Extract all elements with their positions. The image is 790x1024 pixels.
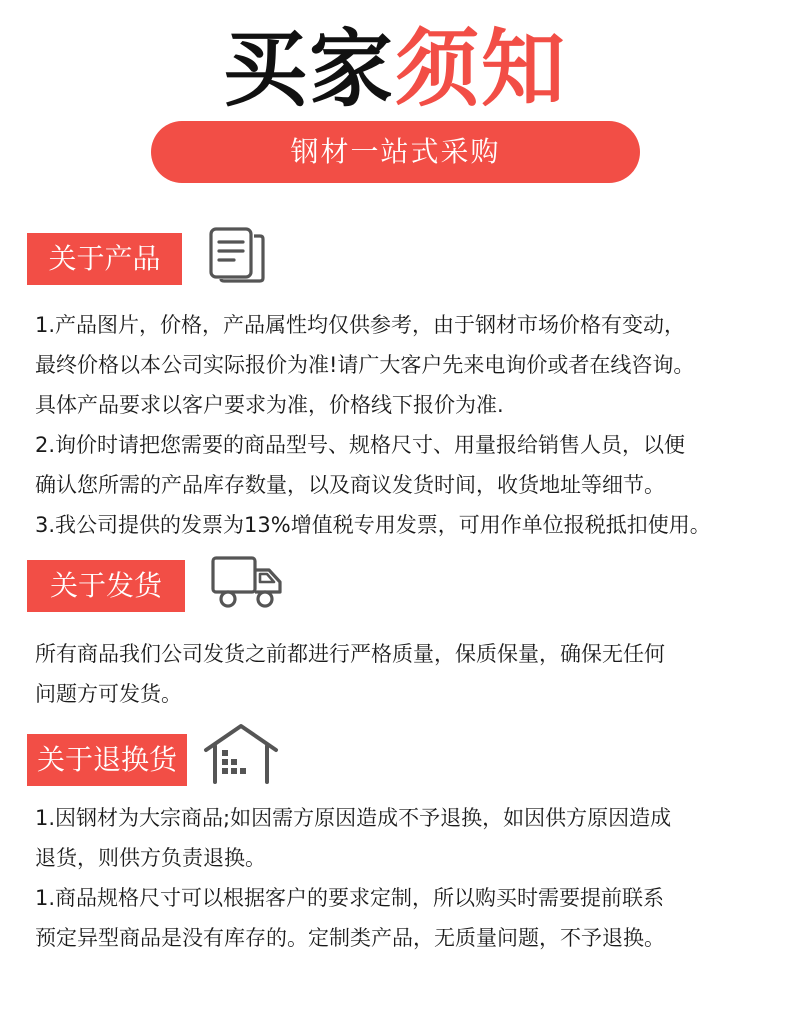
page-title	[0, 14, 790, 124]
text-line: 3.我公司提供的发票为13%增值税专用发票，可用作单位报税抵扣使用。	[35, 513, 711, 537]
house-icon	[202, 722, 280, 786]
text-line: 2.询价时请把您需要的商品型号、规格尺寸、用量报给销售人员，以便	[35, 433, 686, 457]
document-icon	[208, 226, 268, 284]
section-label-product: 关于产品	[27, 233, 182, 285]
text-line: 1.产品图片，价格，产品属性均仅供参考，由于钢材市场价格有变动，	[35, 313, 686, 337]
text-line: 具体产品要求以客户要求为准，价格线下报价为准.	[35, 393, 504, 417]
section-label-returns: 关于退换货	[27, 734, 187, 786]
section-label-shipping: 关于发货	[27, 560, 185, 612]
text-line: 确认您所需的产品库存数量，以及商议发货时间，收货地址等细节。	[35, 473, 665, 497]
section-body-shipping	[35, 634, 785, 714]
page-title-accent: 须知	[395, 20, 568, 118]
section-body-product	[35, 305, 785, 545]
text-line: 最终价格以本公司实际报价为准!请广大客户先来电询价或者在线咨询。	[35, 353, 695, 377]
text-line: 预定异型商品是没有库存的。定制类产品，无质量问题，不予退换。	[35, 926, 665, 950]
page-title-dark: 买家	[222, 20, 395, 118]
subtitle-banner: 钢材一站式采购	[151, 121, 640, 183]
truck-icon	[210, 554, 284, 610]
text-line: 所有商品我们公司发货之前都进行严格质量，保质保量，确保无任何	[35, 642, 665, 666]
text-line: 1.因钢材为大宗商品;如因需方原因造成不予退换，如因供方原因造成	[35, 806, 672, 830]
section-body-returns	[35, 798, 785, 958]
text-line: 1.商品规格尺寸可以根据客户的要求定制，所以购买时需要提前联系	[35, 886, 665, 910]
text-line: 退货，则供方负责退换。	[35, 846, 266, 870]
text-line: 问题方可发货。	[35, 682, 182, 706]
